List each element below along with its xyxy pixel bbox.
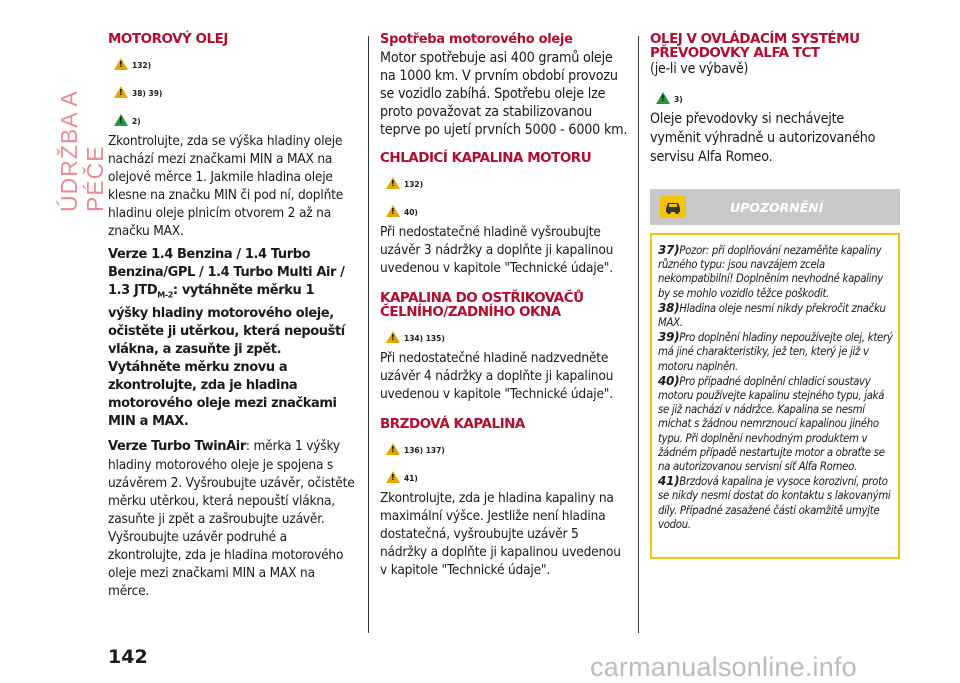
environment-triangle-icon xyxy=(656,92,670,104)
warning-box xyxy=(650,233,900,559)
twinair-instructions xyxy=(108,437,356,600)
warning-note xyxy=(658,330,894,374)
warning-ref xyxy=(386,465,628,483)
note-number: 37) xyxy=(658,243,680,257)
oil-consumption-text: Motor spotřebuje asi 400 gramů oleje na 1000 km. V prvním období provozu se vozidlo zabíhá. Spotřebu oleje lze proto považovat za stabilizovanou teprve po ujetí prvních 5000 - 6000 km. xyxy=(380,50,628,138)
twinair-text: : měrka 1 výšky hladiny motorového oleje je spojena s uzávěrem 2. Vyšroubujte uzávěr, očistěte měrku utěrkou, která nepouští vlákna, zasuňte ji zpět a zašroubujte uzávěr. Vyšroubujte uzávěr podruhé a zkontrolujte, zda je hladina motorového oleje mezi značkami MIN a MAX na měrce. xyxy=(108,437,355,599)
twinair-label: Verze Turbo TwinAir xyxy=(108,438,246,454)
warning-triangle-icon xyxy=(114,86,128,98)
version-text: : vytáhněte měrku 1 výšky hladiny motorového oleje, očistěte ji utěrkou, která nepouští vlákna, a zasuňte ji zpět. Vytáhněte měrku znovu a zkontrolujte, zda je hladina motorového oleje mezi značkami MIN a MAX. xyxy=(108,283,345,429)
note-text: Pro případné doplnění chladicí soustavy motoru používejte kapalinu stejného typu, jaká se již nachází v nádržce. Kapalina se nesmí míchat s žádnou nemrznoucí kapalinou jiného typu. Při doplnění nevhodným produktem v žádném případě nestartujte motor a obraťte se na autorizovanou servisní síť Alfa Romeo. xyxy=(658,374,885,474)
warning-note xyxy=(658,301,894,330)
warning-note xyxy=(658,243,894,301)
warning-triangle-icon xyxy=(386,177,400,189)
ref-label: 134) 135) xyxy=(404,334,445,343)
note-text: Pro doplnění hladiny nepoužívejte olej, který má jiné charakteristiky, jež ten, který je již v motoru naplněn. xyxy=(658,331,893,373)
ref-label: 3) xyxy=(674,95,683,104)
warning-ref xyxy=(386,199,628,217)
heading-gearbox-oil: OLEJ V OVLÁDACÍM SYSTÉMU PŘEVODOVKY ALFA TCT xyxy=(650,31,860,61)
note-text: Brzdová kapalina je vysoce korozivní, proto se nikdy nesmí dostat do kontaktu s lakovanými díly. Případné zasažené části okamžitě umyjte vodou. xyxy=(658,475,891,531)
washer-text: Při nedostatečné hladině nadzvedněte uzávěr 4 nádržky a doplňte ji kapalinou uvedenou v kapitole "Technické údaje". xyxy=(380,350,614,402)
warning-box-title: UPOZORNĚNÍ xyxy=(730,199,824,215)
warning-ref xyxy=(114,80,356,98)
note-number: 40) xyxy=(658,373,680,388)
note-number: 38) xyxy=(658,300,680,315)
heading-brake-fluid: BRZDOVÁ KAPALINA xyxy=(380,416,525,432)
environment-triangle-icon xyxy=(114,114,128,126)
coolant-text: Při nedostatečné hladině vyšroubujte uzávěr 3 nádržky a doplňte ji kapalinou uvedenou v kapitole "Technické údaje". xyxy=(380,224,614,276)
warning-ref xyxy=(114,52,356,70)
ref-label: 132) xyxy=(404,180,424,189)
warning-note xyxy=(658,474,894,532)
ref-label: 38) 39) xyxy=(132,89,163,98)
warning-triangle-icon xyxy=(114,58,128,70)
warning-triangle-icon xyxy=(386,331,400,343)
warning-triangle-icon xyxy=(386,205,400,217)
oil-check-text: Zkontrolujte, zda se výška hladiny oleje nachází mezi značkami MIN a MAX na olejové měrce 1. Jakmile hladina oleje klesne na značku MIN či pod ní, doplňte hladinu oleje plnicím otvorem 2 až na značku MAX. xyxy=(108,133,344,239)
heading-oil-consumption: Spotřeba motorového oleje xyxy=(380,32,573,47)
watermark: carmanualsonline.info xyxy=(590,652,857,682)
page-number: 142 xyxy=(108,646,148,668)
note-number: 39) xyxy=(658,330,680,345)
column-fluids xyxy=(380,32,628,579)
warning-box-header xyxy=(650,189,900,225)
environment-ref xyxy=(114,108,356,126)
warning-note xyxy=(658,374,894,474)
section-side-title: ÚDRŽBA A PÉČE xyxy=(56,91,108,212)
column-divider xyxy=(638,36,639,633)
warning-ref xyxy=(386,171,628,189)
note-number: 41) xyxy=(658,474,680,489)
brake-text: Zkontrolujte, zda je hladina kapaliny na maximální výšce. Jestliže není hladina dostatečná, vyšroubujte uzávěr 5 nádržky a doplňte ji kapalinou uvedenou v kapitole "Technické údaje". xyxy=(380,490,621,578)
heading-note: (je-li ve výbavě) xyxy=(650,61,749,77)
column-divider xyxy=(368,36,369,633)
heading-coolant: CHLADICÍ KAPALINA MOTORU xyxy=(380,150,592,166)
ref-label: 136) 137) xyxy=(404,446,445,455)
note-text: Hladina oleje nesmí nikdy překročit značku MAX. xyxy=(658,301,886,330)
ref-label: 41) xyxy=(404,474,418,483)
warning-ref xyxy=(386,437,628,455)
column-engine-oil xyxy=(108,32,356,600)
car-warning-icon xyxy=(660,196,686,218)
heading-washer-fluid: KAPALINA DO OSTŘIKOVAČŮ ČELNÍHO/ZADNÍHO OKNA xyxy=(380,290,584,320)
warning-ref xyxy=(386,325,628,343)
version-sub: M-2 xyxy=(157,290,173,300)
column-gearbox-oil xyxy=(650,32,898,167)
environment-ref xyxy=(656,86,898,104)
note-text: Pozor: při doplňování nezaměňte kapaliny různého typu: jsou navzájem zcela nekompatibilní! Doplněním nevhodné kapaliny by se mohlo vozidlo těžce poškodit. xyxy=(658,244,884,300)
warning-triangle-icon xyxy=(386,471,400,483)
heading-engine-oil: MOTOROVÝ OLEJ xyxy=(108,31,228,47)
warning-triangle-icon xyxy=(386,443,400,455)
ref-label: 132) xyxy=(132,61,152,70)
ref-label: 40) xyxy=(404,208,418,217)
gearbox-text: Oleje převodovky si nechávejte vyměnit výhradně u autorizovaného servisu Alfa Romeo. xyxy=(650,111,876,165)
version-instructions xyxy=(108,246,356,431)
version-label: Verze 1.4 Benzina / 1.4 Turbo Benzina/GPL / 1.4 Turbo Multi Air / 1.3 JTD xyxy=(108,247,345,298)
ref-label: 2) xyxy=(132,117,141,126)
